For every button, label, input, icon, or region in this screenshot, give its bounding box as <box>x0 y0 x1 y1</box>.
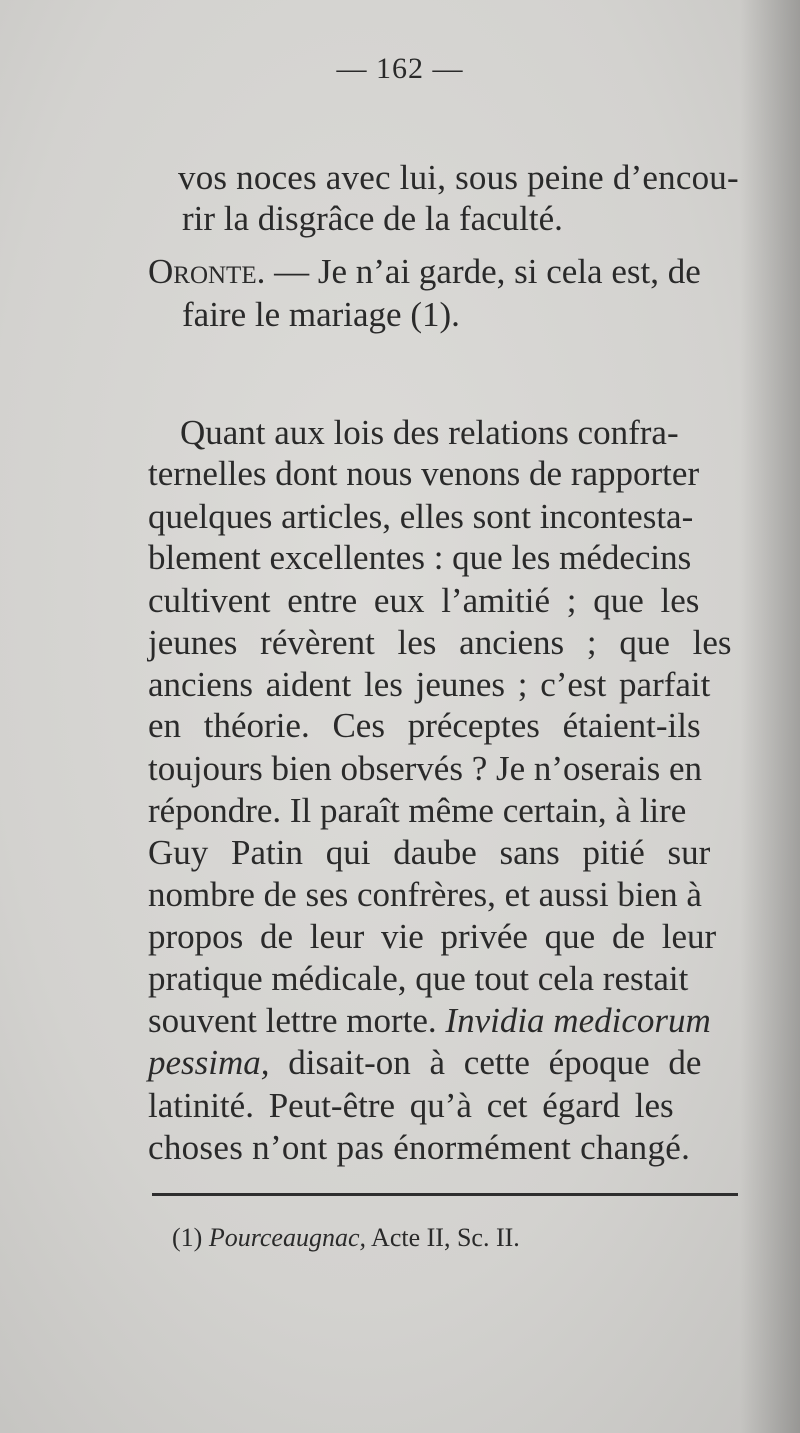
paragraph-line-1: Quant aux lois des relations confra- <box>180 413 679 452</box>
paragraph-line-4: blement excellentes : que les médecins <box>148 538 692 577</box>
paragraph-line-12: nombre de ses confrères, et aussi bien à <box>148 875 702 914</box>
paragraph-line-15 <box>148 1001 711 1041</box>
paragraph-line-2: ternelles dont nous venons de rapporter <box>148 454 700 493</box>
footnote-text: Acte II, Sc. II. <box>365 1223 520 1252</box>
paragraph-line-11: Guy Patin qui daube sans pitié sur <box>148 833 711 872</box>
footnote-rule <box>152 1193 738 1196</box>
footnote-title: Pourceaugnac, <box>208 1223 366 1252</box>
latin-phrase: Invidia medicorum <box>445 1001 711 1040</box>
page-edge-shadow <box>740 0 800 1433</box>
latin-phrase-end: pessima, <box>148 1043 270 1082</box>
dialogue-line-2: rir la disgrâce de la faculté. <box>182 199 563 238</box>
footnote <box>172 1223 520 1253</box>
line-15-text: souvent lettre morte. <box>148 1001 446 1040</box>
paragraph-line-7: anciens aident les jeunes ; c’est parfait <box>148 665 711 704</box>
speaker-name: Oronte. <box>148 252 266 291</box>
paragraph-line-14: pratique médicale, que tout cela restait <box>148 959 689 998</box>
paragraph-line-18: choses n’ont pas énormément changé. <box>148 1128 691 1167</box>
paragraph-line-8: en théorie. Ces préceptes étaient-ils <box>148 706 701 745</box>
paragraph-line-13: propos de leur vie privée que de leur <box>148 917 717 956</box>
paragraph-line-9: toujours bien observés ? Je n’oserais en <box>148 749 703 788</box>
paragraph-line-6: jeunes révèrent les anciens ; que les <box>148 623 732 662</box>
footnote-marker: (1) <box>172 1223 209 1252</box>
page-number: — 162 — <box>336 52 464 85</box>
paragraph-line-16 <box>148 1043 701 1083</box>
line-16-text: disait-on à cette époque de <box>269 1043 702 1082</box>
dialogue-speech-line-2: faire le mariage (1). <box>182 295 460 334</box>
speech-text: — Je n’ai garde, si cela est, de <box>265 252 701 291</box>
paragraph-line-5: cultivent entre eux l’amitié ; que les <box>148 581 700 620</box>
paragraph-line-17: latinité. Peut-être qu’à cet égard les <box>148 1086 674 1125</box>
paragraph-line-10: répondre. Il paraît même certain, à lire <box>148 791 687 830</box>
paragraph-line-3: quelques articles, elles sont incontesta- <box>148 497 694 536</box>
dialogue-line-1: vos noces avec lui, sous peine d’encou- <box>178 158 739 197</box>
dialogue-speech-line-1 <box>148 252 701 292</box>
